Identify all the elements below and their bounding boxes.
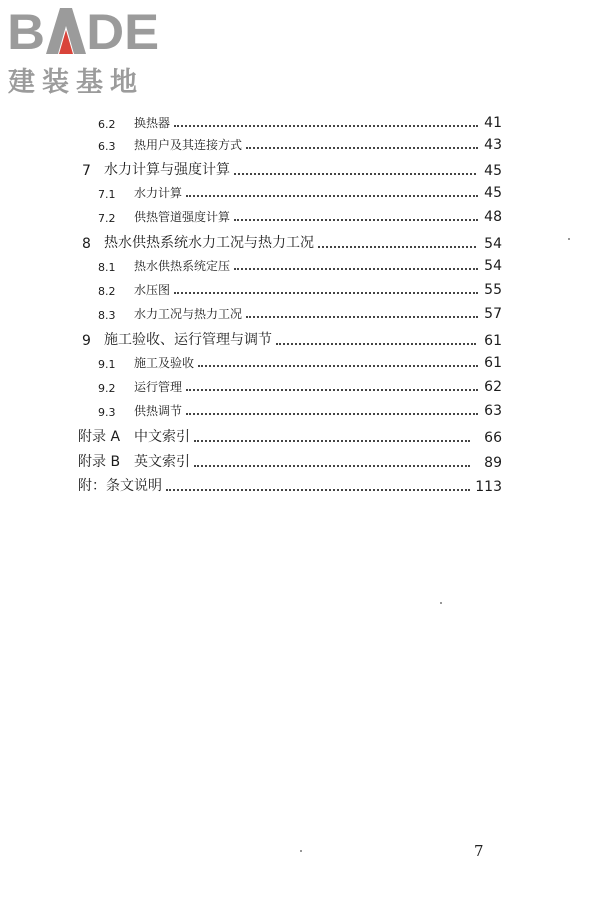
toc-entry-number: 9.1 (98, 358, 116, 371)
toc-dot-leader (166, 488, 470, 491)
toc-entry-number: 8 (82, 236, 91, 252)
toc-dot-leader (194, 439, 470, 442)
toc-entry (98, 354, 502, 371)
toc-entry-title: 水力计算 (134, 186, 183, 200)
toc-entry-number: 8.3 (98, 309, 116, 322)
toc-entry-title: 热用户及其连接方式 (134, 138, 243, 152)
toc-entry-title: 运行管理 (134, 380, 183, 394)
toc-dot-leader (234, 218, 478, 221)
toc-entry-title: 水压图 (134, 283, 171, 297)
toc-entry (98, 402, 502, 419)
toc-entry-number: 7.2 (98, 212, 116, 225)
logo-wordmark (8, 6, 158, 58)
toc-entry (98, 114, 502, 131)
toc-entry-page: 62 (484, 379, 502, 395)
toc-entry-page: 41 (484, 115, 502, 131)
toc-entry-title: 附：条文说明 (78, 478, 162, 494)
toc-entry-title: 水力计算与强度计算 (104, 162, 230, 178)
toc-dot-leader (318, 245, 476, 248)
toc-entry-page: 48 (484, 209, 502, 225)
toc-entry-title: 换热器 (134, 116, 171, 130)
toc-entry-number: 8.2 (98, 285, 116, 298)
toc-entry-page: 45 (484, 185, 502, 201)
toc-entry (78, 451, 502, 471)
toc-dot-leader (174, 124, 478, 127)
toc-dot-leader (234, 267, 478, 270)
page-number: 7 (474, 842, 484, 860)
toc-entry-number: 9.3 (98, 406, 116, 419)
toc-entry (78, 426, 502, 446)
toc-entry-title: 施工验收、运行管理与调节 (104, 332, 272, 348)
toc-entry-title: 施工及验收 (134, 356, 195, 370)
toc-dot-leader (246, 146, 478, 149)
toc-entry-number: 9.2 (98, 382, 116, 395)
toc-entry-page: 61 (484, 333, 502, 349)
toc-entry-title: 附录 B 英文索引 (78, 454, 191, 470)
toc-dot-leader (276, 342, 476, 345)
toc-entry-page: 113 (475, 479, 502, 495)
toc-entry-page: 57 (484, 306, 502, 322)
toc-dot-leader (246, 315, 478, 318)
toc-entry (82, 232, 502, 252)
toc-entry-title: 供热调节 (134, 404, 183, 418)
toc-entry-number: 7 (82, 163, 91, 179)
toc-entry-number: 7.1 (98, 188, 116, 201)
toc-dot-leader (194, 464, 470, 467)
toc-entry (98, 136, 502, 153)
toc-entry-number: 6.3 (98, 140, 116, 153)
toc-entry (82, 329, 502, 349)
toc-entry-number: 6.2 (98, 118, 116, 131)
toc-entry (98, 281, 502, 298)
toc-entry-page: 66 (484, 430, 502, 446)
scan-speck (300, 850, 302, 852)
toc-entry (98, 378, 502, 395)
toc-entry-page: 54 (484, 236, 502, 252)
toc-entry-page: 43 (484, 137, 502, 153)
scan-speck (440, 602, 442, 604)
toc-dot-leader (198, 364, 478, 367)
toc-dot-leader (186, 412, 478, 415)
logo-a-icon (46, 8, 86, 54)
logo-letter-b: B (7, 4, 46, 60)
toc-entry-title: 热水供热系统定压 (134, 259, 231, 273)
toc-entry (98, 184, 502, 201)
toc-entry (98, 305, 502, 322)
toc-entry (82, 159, 502, 179)
toc-entry-page: 89 (484, 455, 502, 471)
toc-entry (98, 208, 502, 225)
toc-entry-number: 8.1 (98, 261, 116, 274)
scan-speck (568, 238, 570, 240)
bade-logo (8, 6, 158, 99)
logo-tagline: 建装基地 (8, 67, 144, 98)
toc-entry-title: 附录 A 中文索引 (78, 429, 191, 445)
toc-entry-page: 54 (484, 258, 502, 274)
toc-entry-title: 水力工况与热力工况 (134, 307, 243, 321)
toc-entry-page: 45 (484, 163, 502, 179)
toc-entry-title: 供热管道强度计算 (134, 210, 231, 224)
toc-dot-leader (234, 172, 476, 175)
toc-dot-leader (186, 194, 478, 197)
toc-entry-page: 61 (484, 355, 502, 371)
logo-letters-de: DE (86, 4, 160, 60)
toc-entry-page: 55 (484, 282, 502, 298)
toc-entry (78, 475, 502, 495)
toc-dot-leader (174, 291, 478, 294)
toc-entry (98, 257, 502, 274)
toc-entry-number: 9 (82, 333, 91, 349)
toc-entry-title: 热水供热系统水力工况与热力工况 (104, 235, 314, 251)
toc-entry-page: 63 (484, 403, 502, 419)
toc-dot-leader (186, 388, 478, 391)
